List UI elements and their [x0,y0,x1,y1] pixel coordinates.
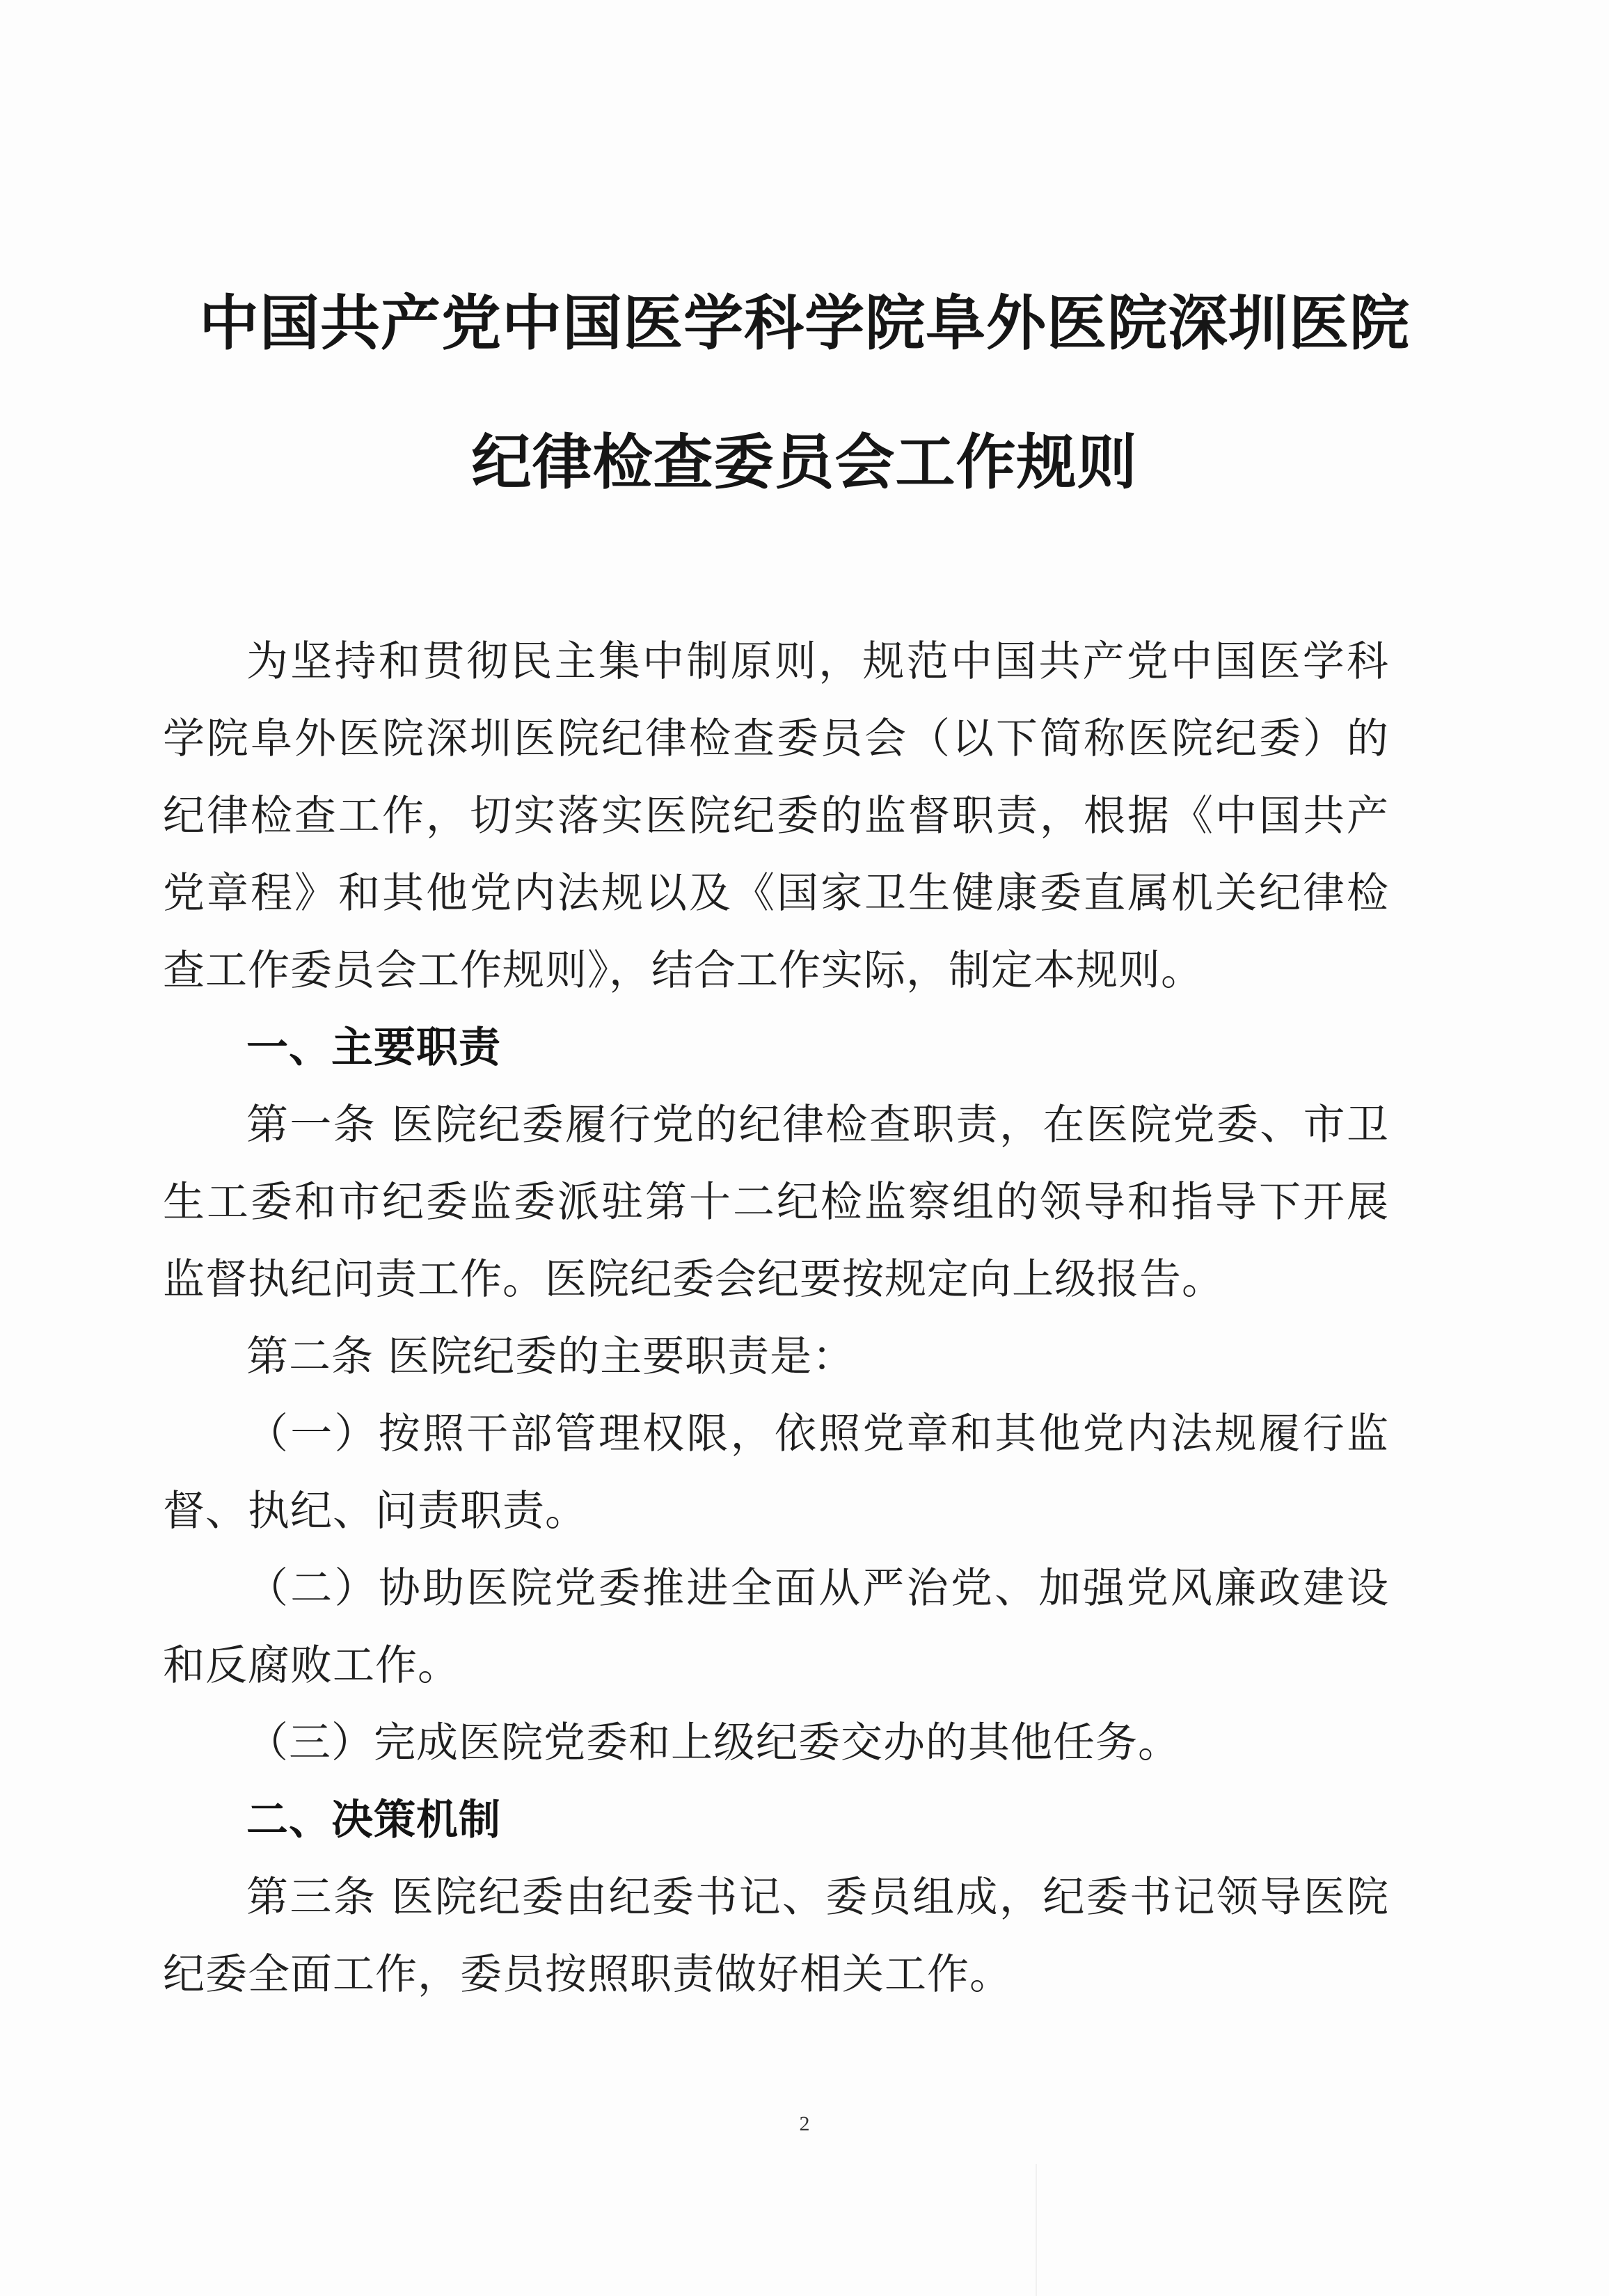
document-title-line-1: 中国共产党中国医学科学院阜外医院深圳医院 [199,288,1410,358]
preamble-paragraph: 为坚持和贯彻民主集中制原则，规范中国共产党中国医学科学院阜外医院深圳医院纪律检查委员会（以下简称医院纪委）的纪律检查工作，切实落实医院纪委的监督职责，根据《中国共产党章程》和其他党内法规以及《国家卫生健康委直属机关纪律检查工作委员会工作规则》，结合工作实际，制定本规则。 [163,637,1389,995]
article-1-paragraph: 第一条 医院纪委履行党的纪律检查职责，在医院党委、市卫生工委和市纪委监委派驻第十二纪检监察组的领导和指导下开展监督执纪问责工作。医院纪委会纪要按规定向上级报告。 [163,1101,1389,1304]
duty-item-1: （一）按照干部管理权限，依照党章和其他党内法规履行监督、执纪、问责职责。 [163,1410,1389,1536]
article-2-paragraph: 第二条 医院纪委的主要职责是： [246,1332,855,1381]
document-title-line-2: 纪律检查委员会工作规则 [471,427,1138,497]
duty-item-3: （三）完成医院党委和上级纪委交办的其他任务。 [246,1719,1180,1767]
section-heading-main-duties: 一、主要职责 [246,1023,501,1072]
duty-item-2: （二）协助医院党委推进全面从严治党、加强党风廉政建设和反腐败工作。 [163,1564,1389,1690]
article-3-paragraph: 第三条 医院纪委由纪委书记、委员组成，纪委书记领导医院纪委全面工作，委员按照职责做好相关工作。 [163,1873,1389,1999]
document-body [163,623,1389,2014]
page-number: 2 [799,2112,810,2135]
section-heading-decision-mechanism: 二、决策机制 [246,1796,501,1844]
scan-artifact-line [1036,2164,1037,2296]
